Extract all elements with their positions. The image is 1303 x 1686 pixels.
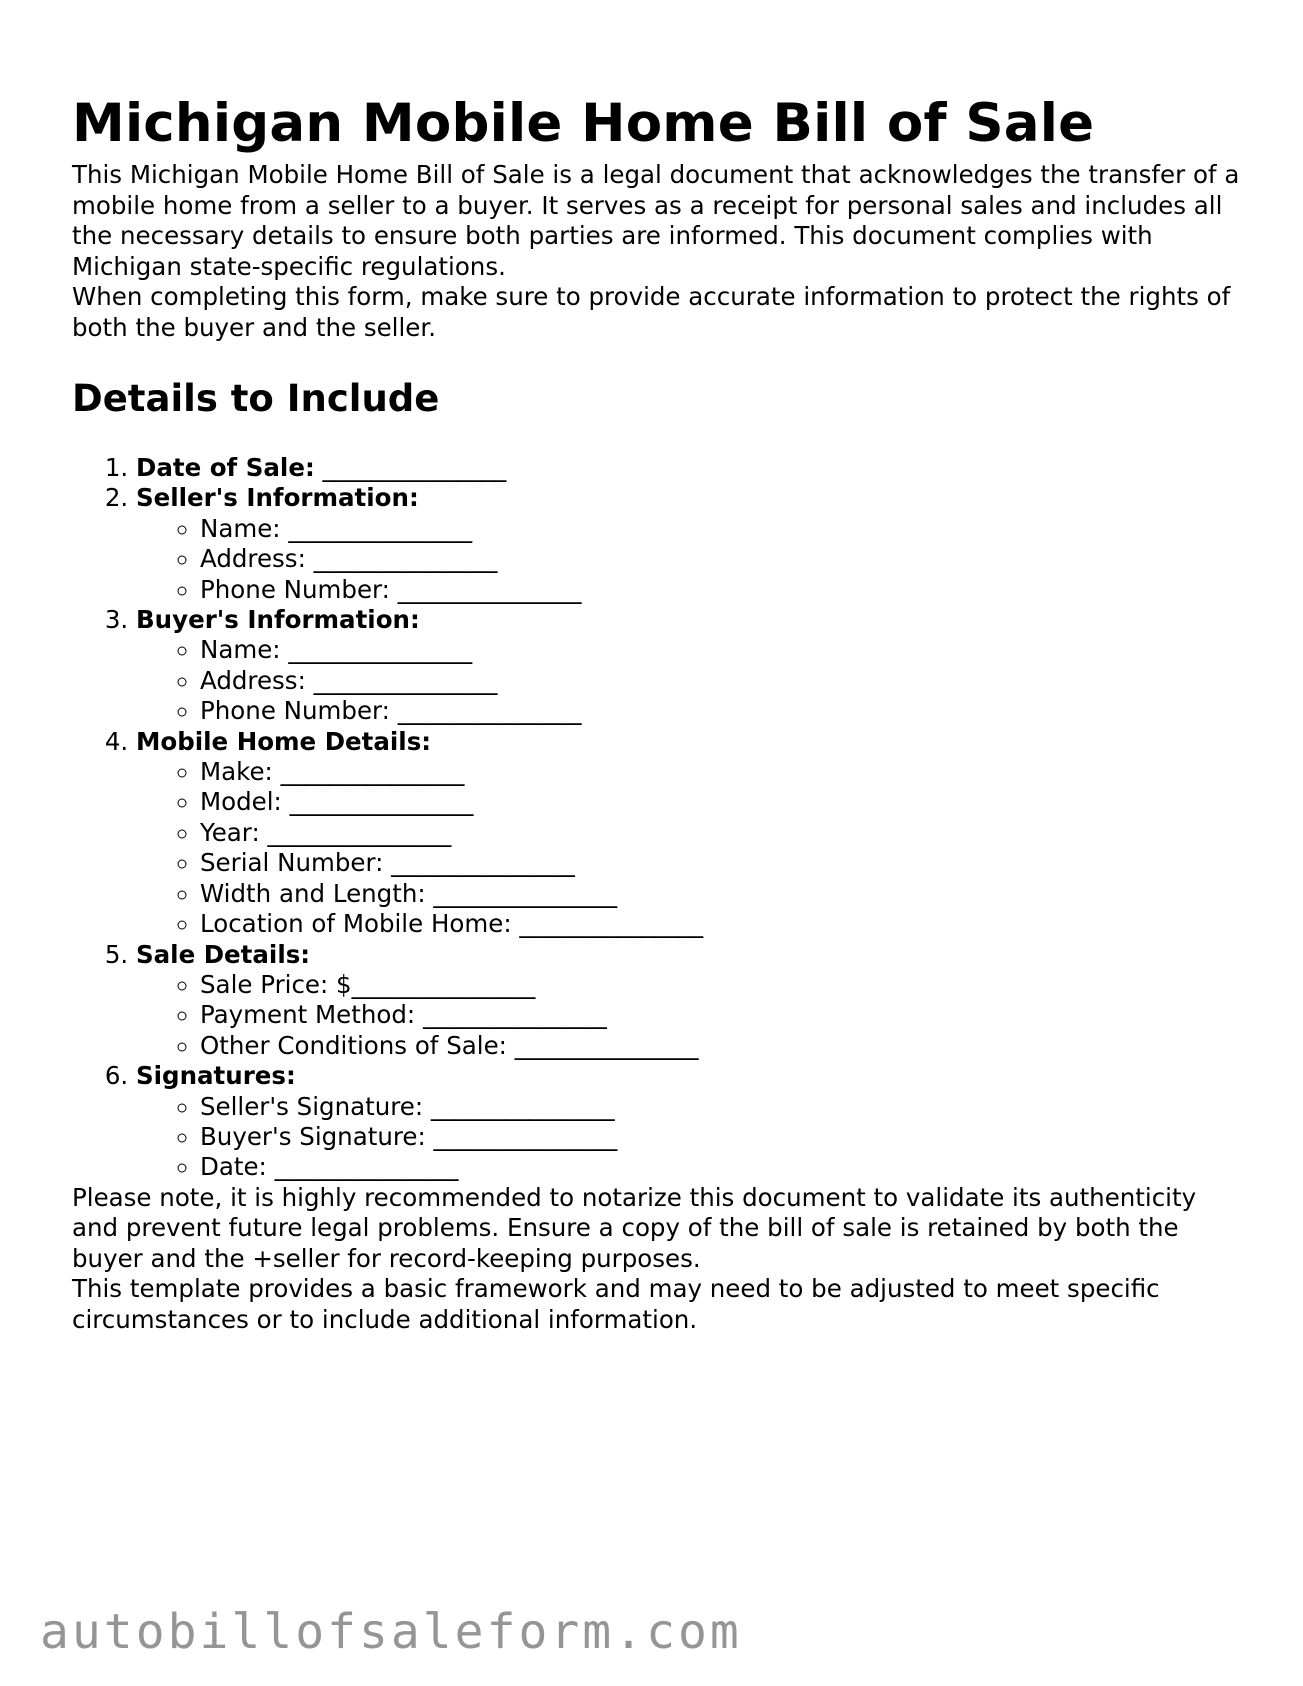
item-label: Date of Sale: — [136, 453, 315, 482]
buyer-phone-field[interactable]: ◦ Phone Number: _______________ — [200, 696, 1242, 726]
item-label: Seller's Information: — [136, 483, 419, 513]
list-item-date-of-sale — [136, 453, 1242, 483]
other-conditions-field[interactable]: ◦ Other Conditions of Sale: _______________ — [200, 1031, 1242, 1061]
list-item-signatures — [136, 1061, 1242, 1183]
signature-date-field[interactable]: ◦ Date: _______________ — [200, 1152, 1242, 1182]
item-label: Sale Details: — [136, 939, 311, 969]
document-page — [72, 88, 1242, 1335]
closing-paragraph-1: Please note, it is highly recommended to notarize this document to validate its authenticity and prevent future legal problems. Ensure a copy of the bill of sale is retained by both the buyer and the +seller for record-keeping purposes. — [72, 1182, 1197, 1273]
seller-address-field[interactable]: ◦ Address: _______________ — [200, 544, 1242, 574]
width-length-field[interactable]: ◦ Width and Length: _______________ — [200, 879, 1242, 909]
seller-fields — [136, 514, 1242, 605]
list-item-seller-information — [136, 483, 1242, 605]
seller-name-field[interactable]: ◦ Name: _______________ — [200, 514, 1242, 544]
list-item-buyer-information — [136, 605, 1242, 727]
intro-paragraph-2: When completing this form, make sure to provide accurate information to protect the rights of both the buyer and the seller. — [72, 282, 1231, 342]
year-field[interactable]: ◦ Year: _______________ — [200, 818, 1242, 848]
payment-method-field[interactable]: ◦ Payment Method: _______________ — [200, 1000, 1242, 1030]
buyer-signature-field[interactable]: ◦ Buyer's Signature: _______________ — [200, 1122, 1242, 1152]
seller-signature-field[interactable]: ◦ Seller's Signature: _______________ — [200, 1092, 1242, 1122]
serial-number-field[interactable]: ◦ Serial Number: _______________ — [200, 848, 1242, 878]
make-field[interactable]: ◦ Make: _______________ — [200, 757, 1242, 787]
list-item-mobile-home-details — [136, 727, 1242, 940]
location-field[interactable]: ◦ Location of Mobile Home: _______________ — [200, 909, 1242, 939]
buyer-fields — [136, 635, 1242, 726]
mobile-home-fields — [136, 757, 1242, 939]
buyer-name-field[interactable]: ◦ Name: _______________ — [200, 635, 1242, 665]
signature-fields — [136, 1092, 1242, 1183]
details-list — [72, 453, 1242, 1183]
closing-paragraph-2: This template provides a basic framework and may need to be adjusted to meet specific circumstances or to include additional information. — [72, 1274, 1160, 1334]
sale-price-field[interactable]: ◦ Sale Price: $_______________ — [200, 970, 1242, 1000]
document-title: Michigan Mobile Home Bill of Sale — [72, 93, 1095, 154]
watermark: autobillofsaleform.com — [40, 1604, 742, 1660]
item-label: Signatures: — [136, 1061, 296, 1091]
intro-paragraph-1: This Michigan Mobile Home Bill of Sale is a legal document that acknowledges the transfer of a mobile home from a seller to a buyer. It serves as a receipt for personal sales and includes all the necessary details to ensure both parties are informed. This document complies with Michigan state-specific regulations. — [72, 160, 1240, 281]
item-label: Buyer's Information: — [136, 605, 420, 635]
section-heading: Details to Include — [72, 377, 440, 420]
sale-fields — [136, 970, 1242, 1061]
item-label: Mobile Home Details: — [136, 726, 432, 756]
buyer-address-field[interactable]: ◦ Address: _______________ — [200, 666, 1242, 696]
model-field[interactable]: ◦ Model: _______________ — [200, 787, 1242, 817]
date-of-sale-field[interactable]: _______________ — [322, 453, 507, 482]
seller-phone-field[interactable]: ◦ Phone Number: _______________ — [200, 575, 1242, 605]
list-item-sale-details — [136, 940, 1242, 1062]
